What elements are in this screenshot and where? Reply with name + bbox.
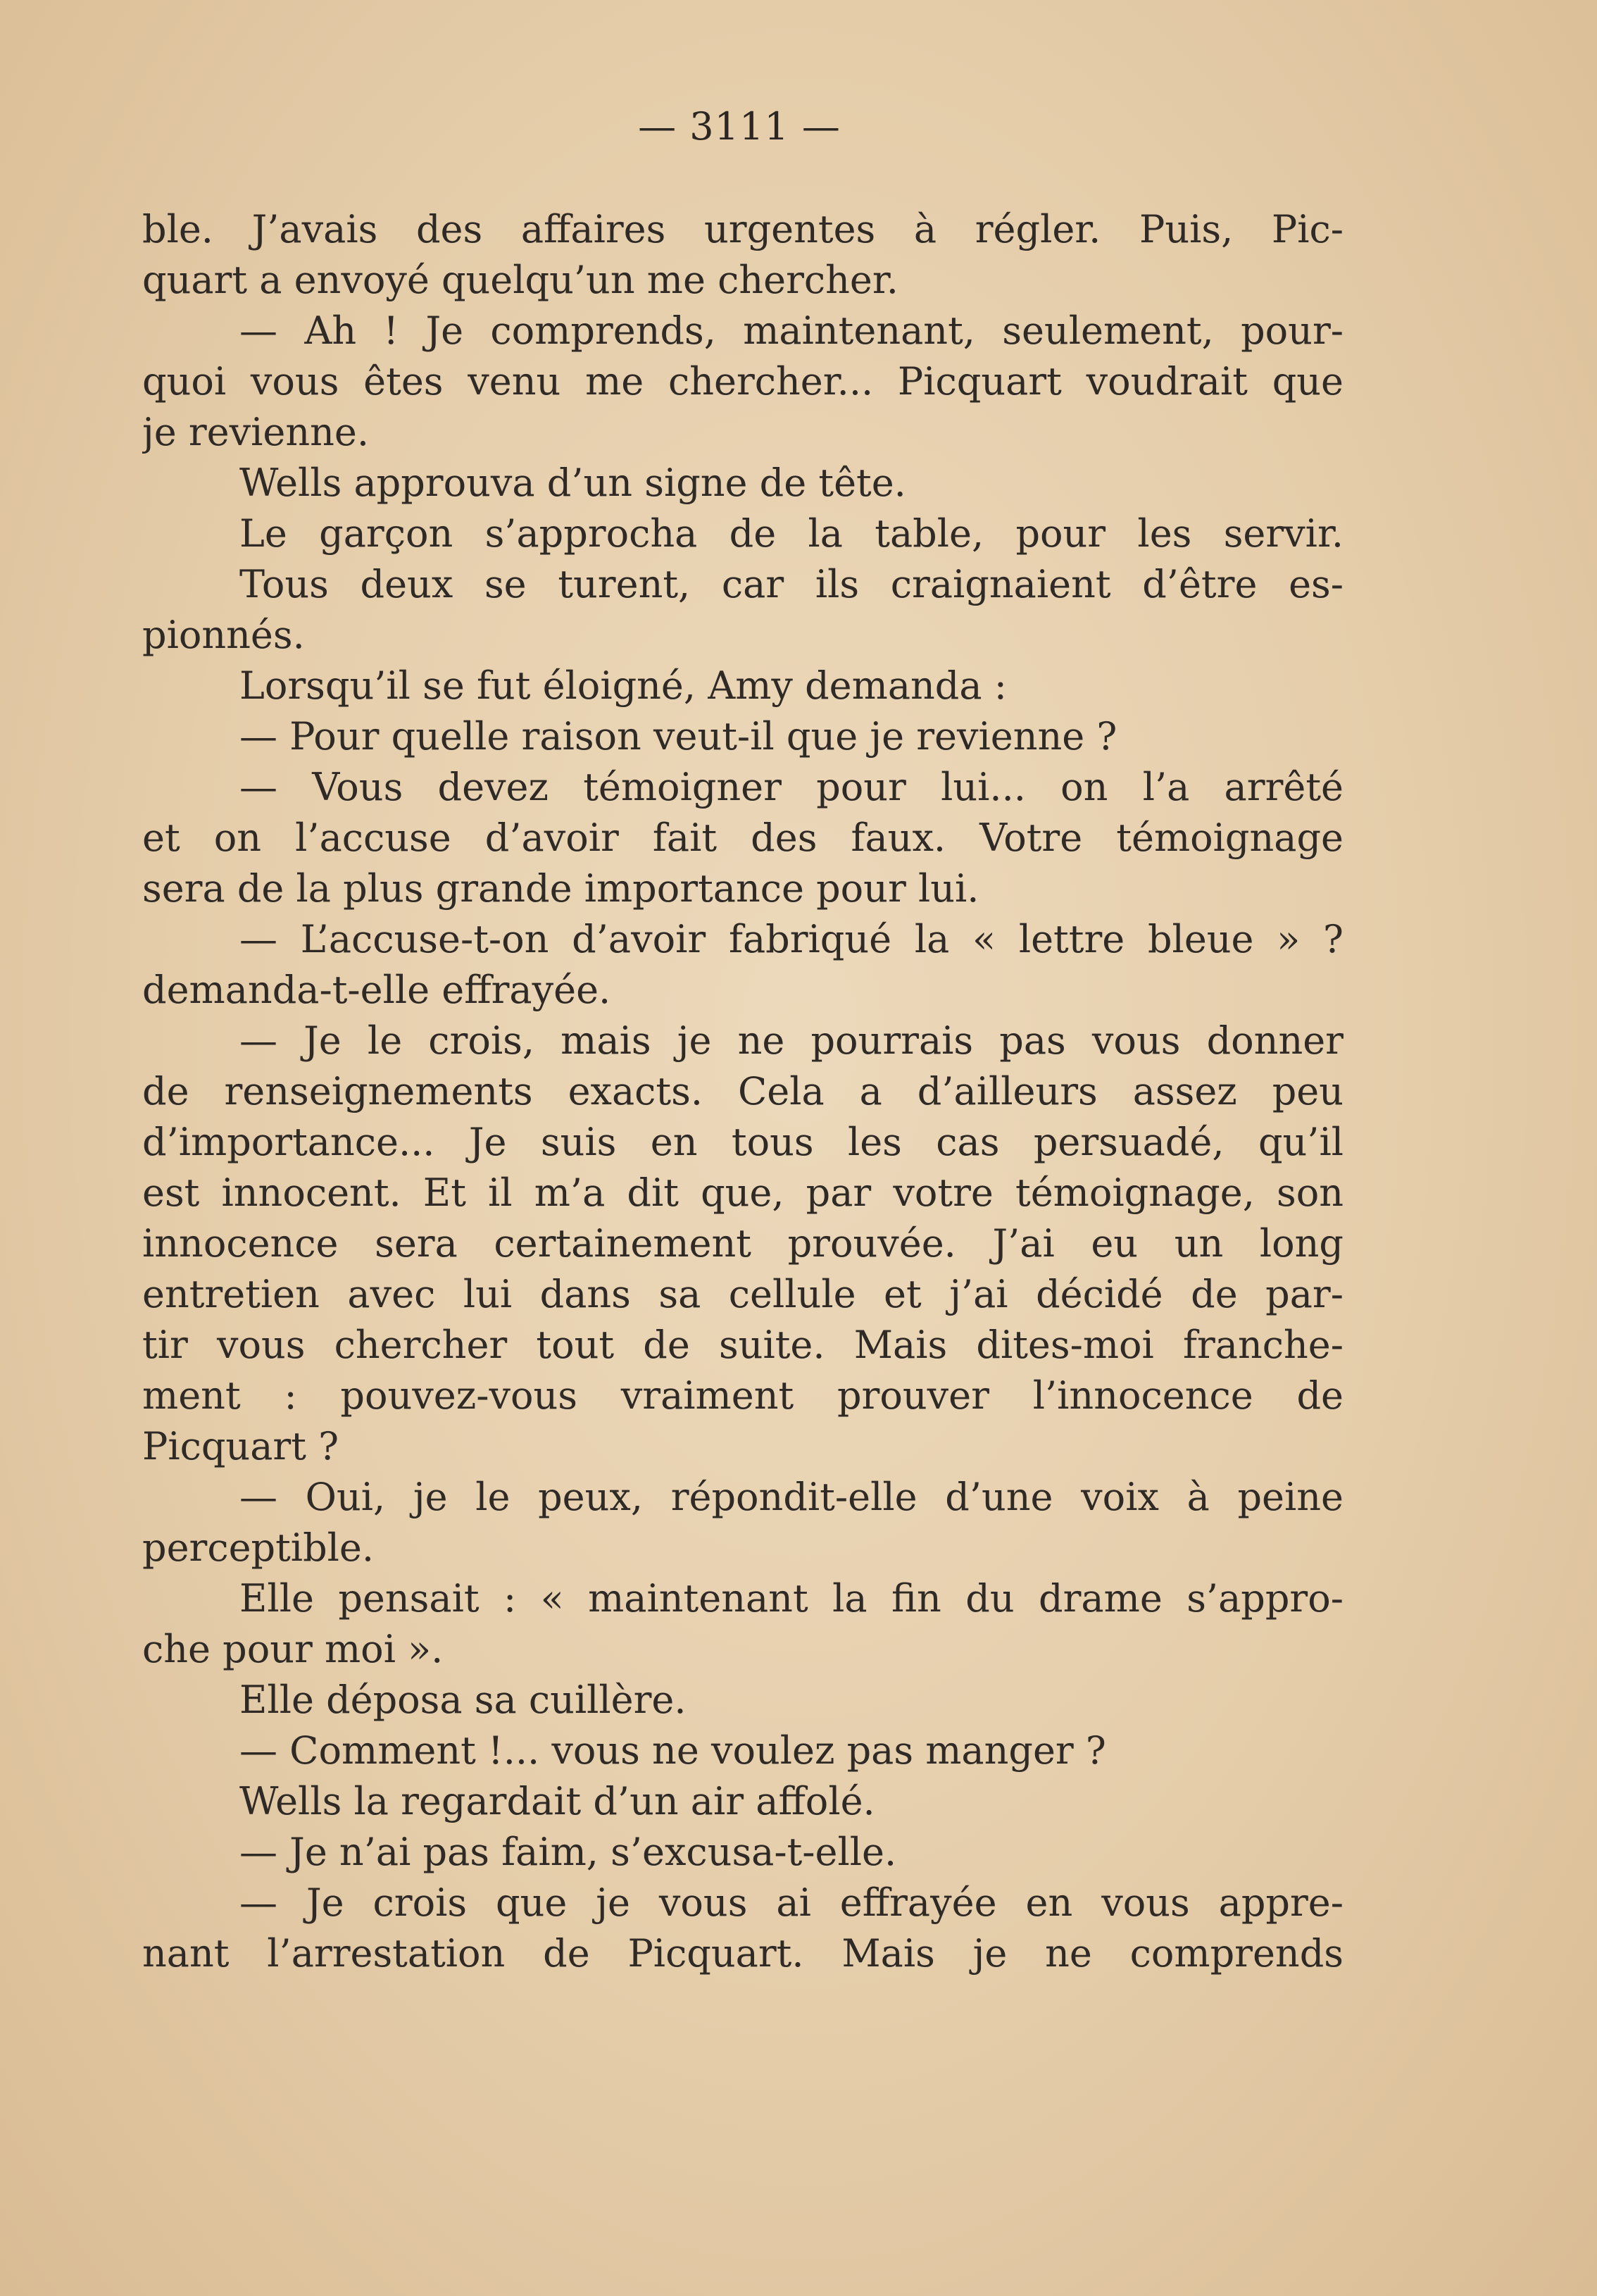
text-line: demanda-t-elle effrayée.	[142, 968, 611, 1012]
text-line: — Je le crois, mais je ne pourrais pas vous donner	[239, 1018, 1344, 1063]
body-text	[142, 204, 1344, 1979]
text-line: Wells la regardait d’un air affolé.	[239, 1779, 875, 1823]
text-line: tir vous chercher tout de suite. Mais dites-moi franche-	[142, 1323, 1344, 1367]
page-number: — 3111 —	[638, 104, 841, 149]
text-line: — Vous devez témoigner pour lui... on l’a arrêté	[239, 765, 1344, 809]
text-line: et on l’accuse d’avoir fait des faux. Votre témoignage	[142, 816, 1344, 860]
text-line: Picquart ?	[142, 1424, 339, 1468]
text-line: — Pour quelle raison veut-il que je revienne ?	[239, 714, 1117, 759]
text-line: ble. J’avais des affaires urgentes à régler. Puis, Pic-	[142, 207, 1344, 251]
text-line: pionnés.	[142, 613, 305, 657]
text-line: Le garçon s’approcha de la table, pour les servir.	[239, 511, 1344, 556]
text-line: nant l’arrestation de Picquart. Mais je ne comprends	[142, 1931, 1344, 1976]
text-line: Elle déposa sa cuillère.	[239, 1678, 687, 1722]
text-line: Elle pensait : « maintenant la fin du drame s’appro-	[239, 1576, 1344, 1621]
text-line: — Je n’ai pas faim, s’excusa-t-elle.	[239, 1830, 897, 1874]
text-line: — Comment !... vous ne voulez pas manger ?	[239, 1728, 1106, 1773]
text-line: est innocent. Et il m’a dit que, par votre témoignage, son	[142, 1171, 1344, 1215]
text-line: d’importance... Je suis en tous les cas persuadé, qu’il	[142, 1120, 1344, 1164]
text-line: innocence sera certainement prouvée. J’ai eu un long	[142, 1221, 1344, 1266]
text-line: Wells approuva d’un signe de tête.	[239, 461, 906, 505]
text-line: Lorsqu’il se fut éloigné, Amy demanda :	[239, 663, 1007, 708]
text-line: che pour moi ».	[142, 1627, 444, 1671]
text-line: — L’accuse-t-on d’avoir fabriqué la « lettre bleue » ?	[239, 917, 1344, 961]
text-line: — Ah ! Je comprends, maintenant, seulement, pour-	[239, 308, 1344, 353]
text-line: quart a envoyé quelqu’un me chercher.	[142, 258, 898, 302]
text-line: quoi vous êtes venu me chercher... Picquart voudrait que	[142, 359, 1344, 404]
text-line: — Oui, je le peux, répondit-elle d’une voix à peine	[239, 1475, 1344, 1519]
text-line: perceptible.	[142, 1526, 375, 1570]
text-line: sera de la plus grande importance pour lui.	[142, 866, 979, 911]
text-line: entretien avec lui dans sa cellule et j’ai décidé de par-	[142, 1272, 1344, 1316]
text-line: je revienne.	[142, 410, 370, 454]
text-line: de renseignements exacts. Cela a d’ailleurs assez peu	[142, 1069, 1344, 1113]
text-line: ment : pouvez-vous vraiment prouver l’innocence de	[142, 1373, 1344, 1418]
text-line: Tous deux se turent, car ils craignaient d’être es-	[239, 562, 1344, 606]
text-line: — Je crois que je vous ai effrayée en vous appre-	[239, 1880, 1344, 1925]
